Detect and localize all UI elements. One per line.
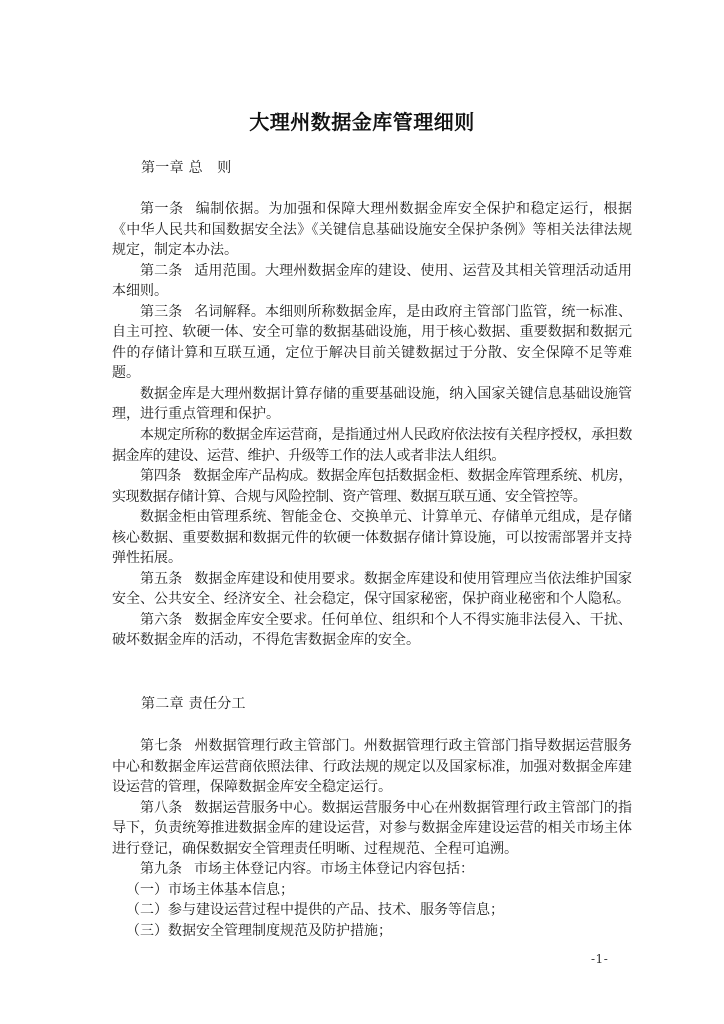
page-number: -1- <box>591 952 609 966</box>
chapter-heading: 第二章 责任分工 <box>141 696 246 712</box>
article-number: 第三条 <box>140 303 183 320</box>
article-number: 第六条 <box>140 611 183 628</box>
article-1 <box>112 199 632 261</box>
article-number: 第四条 <box>140 468 182 485</box>
paragraph-text: 本规定所称的数据金库运营商，是指通过州人民政府依法按有关程序授权，承担数据金库的建设、运营、维护、升级等工作的法人或者非法人组织。 <box>112 427 632 464</box>
list-item: （三）数据安全管理制度规范及防护措施； <box>126 922 392 939</box>
article-5 <box>112 569 632 610</box>
article-text: 数据金库建设和使用要求。数据金库建设和使用管理应当依法维护国家安全、公共安全、经济安全、社会稳定，保守国家秘密，保护商业秘密和个人隐私。 <box>112 570 633 608</box>
paragraph-text: 数据金库是大理州数据计算存储的重要基础设施，纳入国家关键信息基础设施管理，进行重点管理和保护。 <box>112 385 632 423</box>
article-8 <box>112 798 632 860</box>
paragraph <box>112 507 632 569</box>
chapter-2-body <box>112 736 632 941</box>
paragraph <box>112 425 632 466</box>
article-text: 数据金库产品构成。数据金库包括数据金柜、数据金库管理系统、机房，实现数据存储计算、合规与风险控制、资产管理、数据互联互通、安全管控等。 <box>112 468 632 505</box>
article-9 <box>112 859 632 880</box>
article-3 <box>112 302 632 384</box>
article-6 <box>112 610 632 651</box>
document-title: 大理州数据金库管理细则 <box>249 110 475 134</box>
article-number: 第一条 <box>140 201 184 217</box>
article-text: 名词解释。本细则所称数据金库，是由政府主管部门监管，统一标准、自主可控、软硬一体、安全可靠的数据基础设施，用于核心数据、重要数据和数据元件的存储计算和互联互通，定位于解决目前关键数据过于分散、安全保障不足等难题。 <box>112 303 633 382</box>
article-number: 第九条 <box>140 861 182 878</box>
article-2 <box>112 261 632 302</box>
list-item: （二）参与建设运营过程中提供的产品、技术、服务等信息； <box>126 902 504 919</box>
article-number: 第五条 <box>140 570 183 587</box>
paragraph <box>112 384 632 425</box>
article-7 <box>112 736 632 798</box>
paragraph-text: 数据金柜由管理系统、智能金仓、交换单元、计算单元、存储单元组成，是存储核心数据、重要数据和数据元件的软硬一体数据存储计算设施，可以按需部署并支持弹性拓展。 <box>112 509 632 567</box>
article-text: 市场主体登记内容。市场主体登记内容包括： <box>194 861 474 878</box>
article-number: 第二条 <box>140 262 183 279</box>
article-text: 数据金库安全要求。任何单位、组织和个人不得实施非法侵入、干扰、破坏数据金库的活动，不得危害数据金库的安全。 <box>112 611 633 649</box>
article-text: 州数据管理行政主管部门。州数据管理行政主管部门指导数据运营服务中心和数据金库运营商依照法律、行政法规的规定以及国家标准，加强对数据金库建设运营的管理，保障数据金库安全稳定运行。 <box>112 738 633 796</box>
article-text: 编制依据。为加强和保障大理州数据金库安全保护和稳定运行，根据《中华人民共和国数据安全法》《关键信息基础设施安全保护条例》等相关法律法规规定，制定本办法。 <box>112 201 632 259</box>
article-text: 数据运营服务中心。数据运营服务中心在州数据管理行政主管部门的指导下，负责统筹推进数据金库的建设运营，对参与数据金库建设运营的相关市场主体进行登记，确保数据安全管理责任明晰、过程规范、全程可追溯。 <box>112 799 633 857</box>
list-item: （一）市场主体基本信息； <box>126 881 294 898</box>
article-text: 适用范围。大理州数据金库的建设、使用、运营及其相关管理活动适用本细则。 <box>112 262 633 300</box>
chapter-1-body <box>112 199 632 651</box>
article-number: 第七条 <box>140 738 183 754</box>
chapter-heading: 第一章 总 则 <box>141 160 232 176</box>
article-4 <box>112 466 632 507</box>
article-number: 第八条 <box>140 799 183 816</box>
